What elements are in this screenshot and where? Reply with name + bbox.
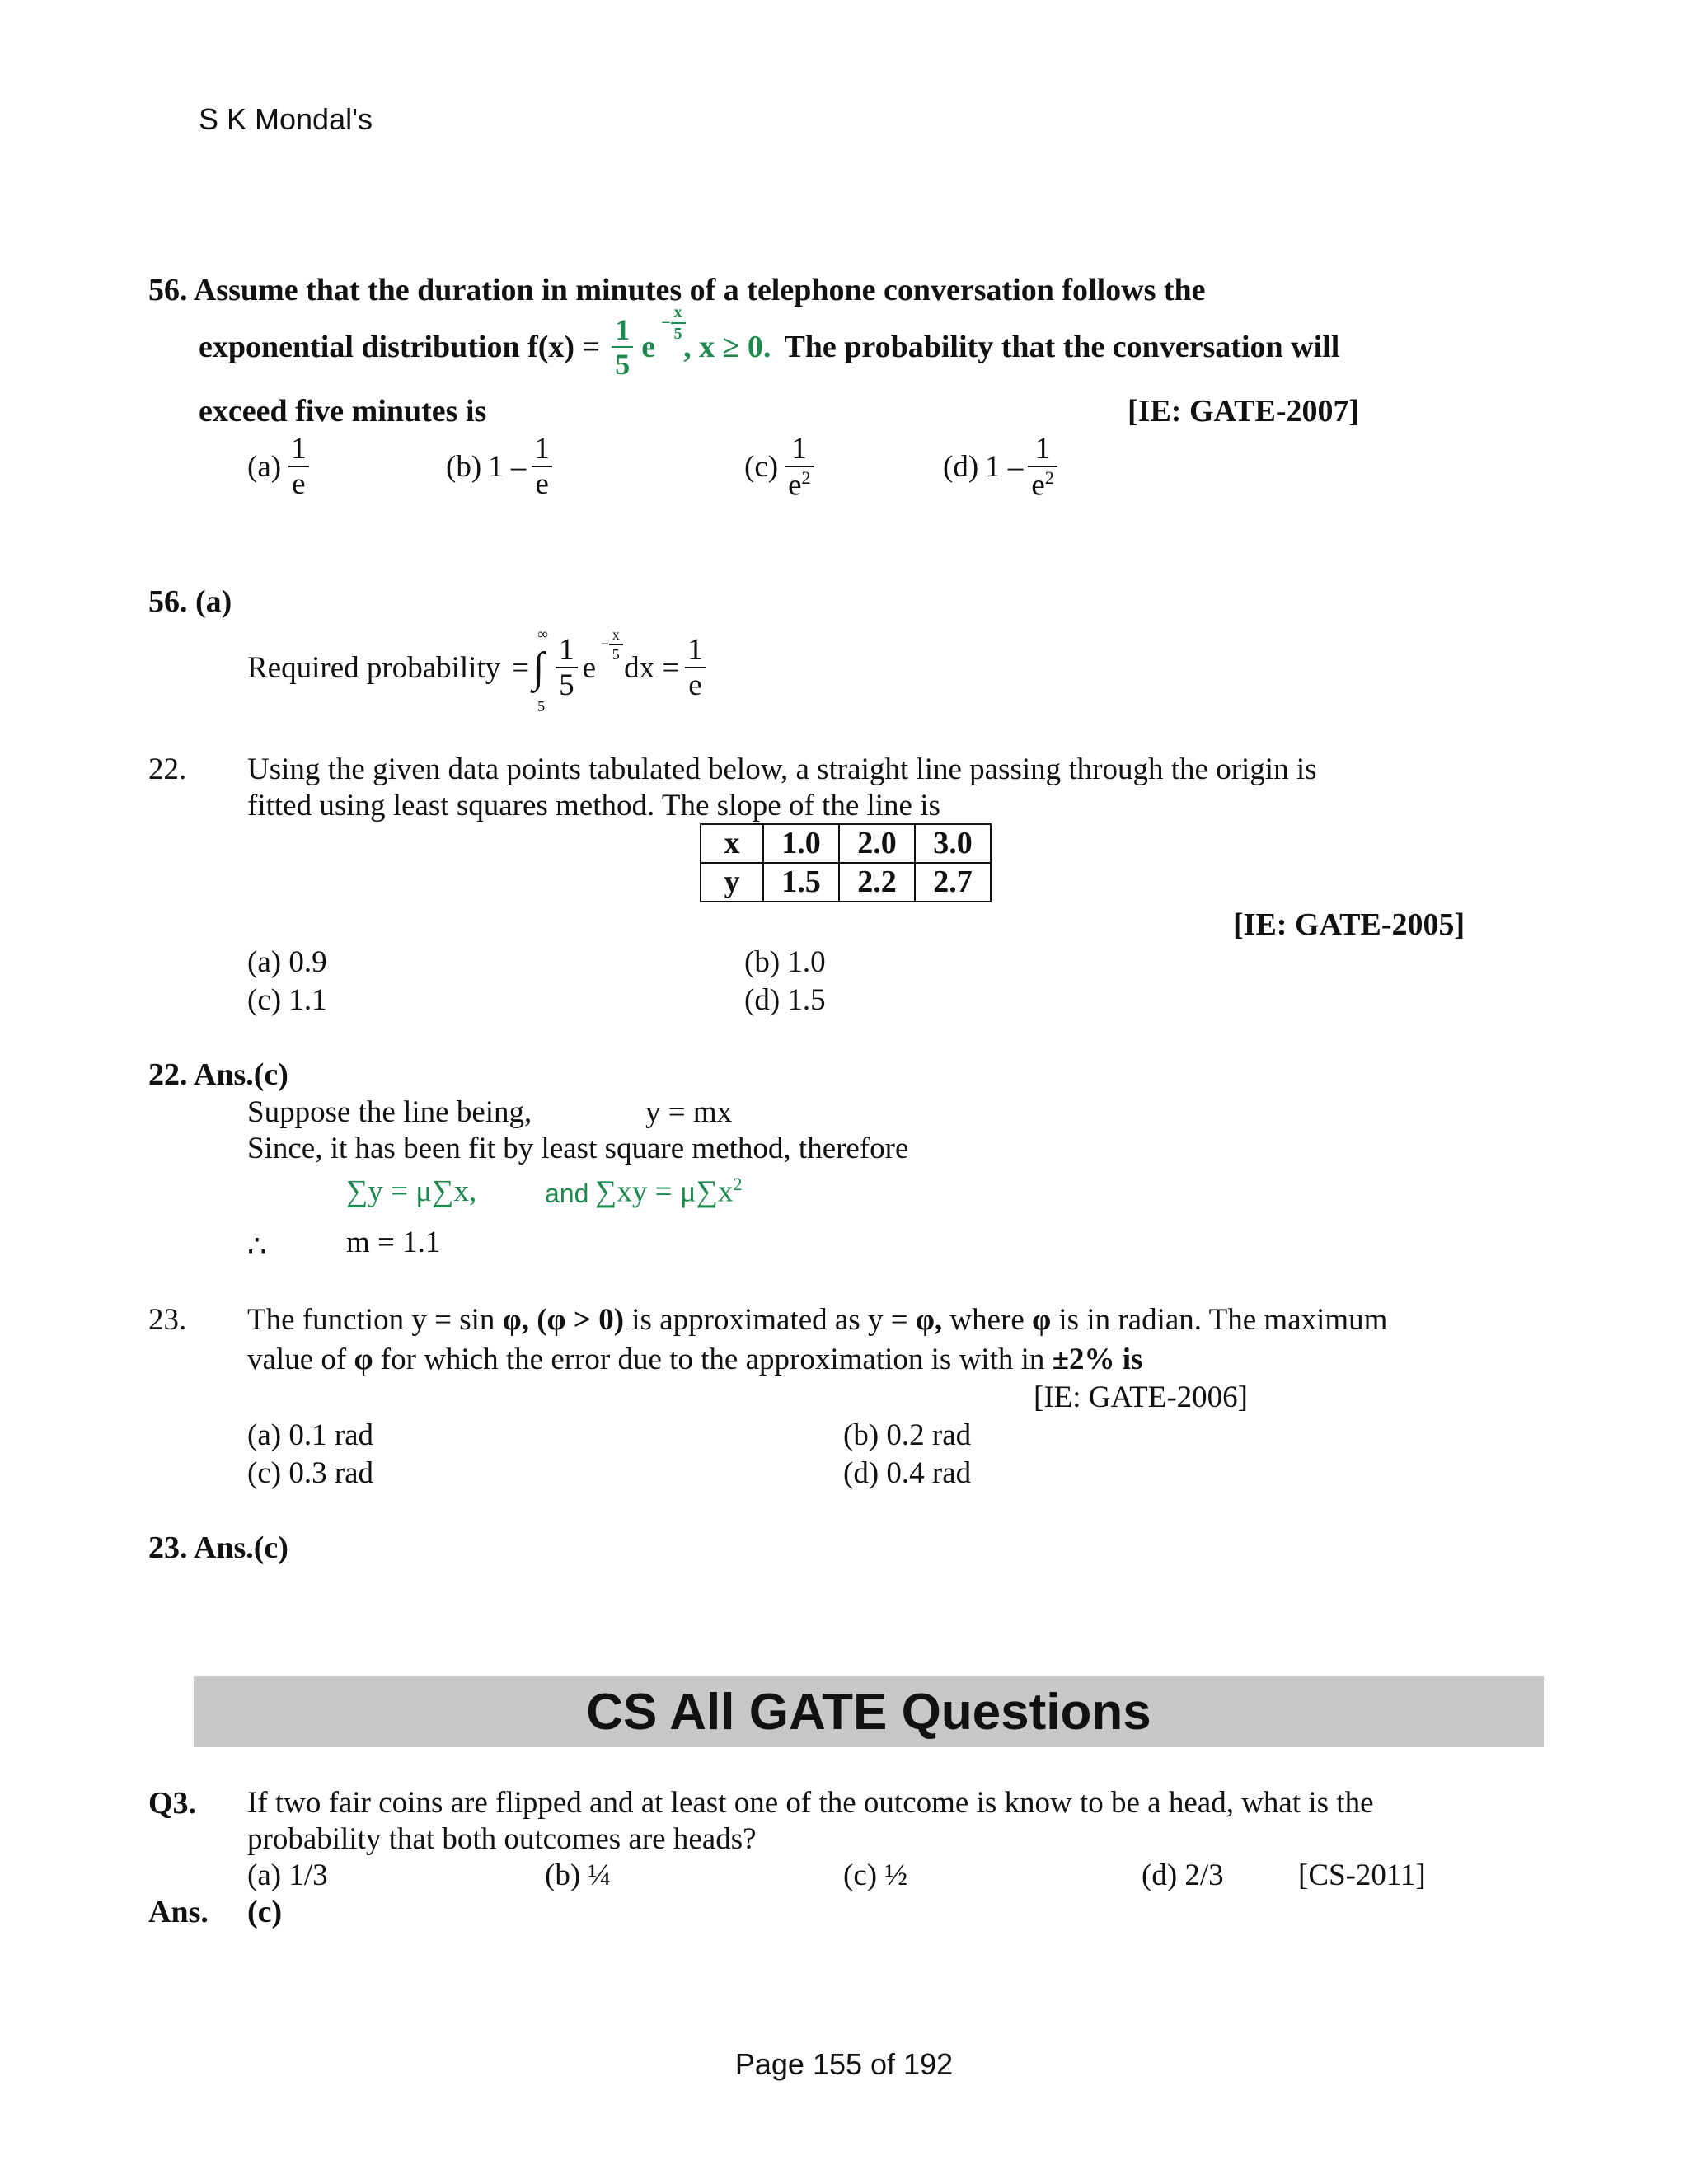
a23-label: 23. Ans.(c) bbox=[148, 1530, 288, 1565]
pdf-exponent: − $\frac{x}{5}$ bbox=[661, 304, 685, 342]
q23-line2: value of φ for which the error due to the approximation is with in ±2% is bbox=[247, 1343, 1143, 1376]
table-cell: 2.7 bbox=[915, 863, 991, 902]
q56-line2-suffix: The probability that the conversation will bbox=[784, 330, 1340, 364]
q3-line1: If two fair coins are flipped and at least one of the outcome is know to be a head, what is the bbox=[247, 1786, 1374, 1820]
q22-source: [IE: GATE-2005] bbox=[1233, 907, 1465, 942]
q23-option-a: (a) 0.1 rad bbox=[247, 1418, 374, 1452]
q3-line2: probability that both outcomes are heads? bbox=[247, 1822, 757, 1856]
pdf-coefficient: $\frac{1}{5}$ bbox=[612, 315, 633, 379]
q56-source: [IE: GATE-2007] bbox=[1128, 394, 1360, 429]
table-cell: 2.2 bbox=[839, 863, 915, 902]
normal-equation-1: ∑y = μ∑x, bbox=[346, 1174, 477, 1208]
pdf-formula bbox=[612, 303, 771, 381]
a22-line1-eq: y = mx bbox=[645, 1095, 733, 1129]
q23-line1: The function y = sin φ, (φ > 0) is approximated as y = φ, where φ is in radian. The maximum bbox=[247, 1303, 1388, 1337]
table-row bbox=[701, 824, 991, 863]
a56-equation: Required probability = ∫ ∞ 5 $\frac{1}{5}$ e − $\frac{x}{5}$ dx = $\frac{1}{e}$ bbox=[247, 626, 706, 709]
q3-option-a: (a) 1/3 bbox=[247, 1858, 328, 1892]
q22-option-d: (d) 1.5 bbox=[744, 983, 826, 1017]
q3-label: Q3. bbox=[148, 1786, 197, 1821]
a56-label: 56. (a) bbox=[148, 584, 232, 619]
q23-option-c: (c) 0.3 rad bbox=[247, 1456, 374, 1490]
running-header: S K Mondal's bbox=[199, 102, 373, 136]
table-cell: y bbox=[701, 863, 763, 902]
q56-line3: exceed five minutes is bbox=[199, 394, 487, 429]
q3-option-d: (d) 2/3 bbox=[1142, 1858, 1224, 1892]
a22-line1: Suppose the line being, bbox=[247, 1095, 532, 1129]
table-cell: 1.0 bbox=[763, 824, 839, 863]
table-row bbox=[701, 863, 991, 902]
a22-line2: Since, it has been fit by least square method, therefore bbox=[247, 1132, 909, 1165]
q23-option-d: (d) 0.4 rad bbox=[843, 1456, 972, 1490]
q56-option-a: (a) $\frac{1}{e}$ bbox=[247, 434, 310, 499]
integral-sign: ∫ ∞ 5 bbox=[532, 625, 548, 715]
section-title: CS All GATE Questions bbox=[586, 1684, 1151, 1741]
q56-option-b: (b) 1 – $\frac{1}{e}$ bbox=[446, 434, 553, 499]
q3-option-b: (b) ¼ bbox=[545, 1858, 612, 1892]
pdf-exponential: e − $\frac{x}{5}$ bbox=[641, 329, 655, 365]
q3-answer-value: (c) bbox=[247, 1895, 283, 1929]
table-cell: 1.5 bbox=[763, 863, 839, 902]
normal-equation-and: and bbox=[545, 1179, 589, 1208]
therefore-symbol: ∴ bbox=[247, 1230, 267, 1263]
q22-line2: fitted using least squares method. The slope of the line is bbox=[247, 789, 940, 823]
a22-label: 22. Ans.(c) bbox=[148, 1057, 288, 1092]
q22-option-b: (b) 1.0 bbox=[744, 945, 826, 979]
data-points-table bbox=[700, 823, 992, 902]
q56-line1: 56. Assume that the duration in minutes of a telephone conversation follows the bbox=[148, 273, 1206, 307]
a56-exponential: e − $\frac{x}{5}$ bbox=[583, 650, 596, 686]
normal-equation-2: $\sum xy = \mu\sum x^2$ bbox=[595, 1174, 743, 1209]
q3-source: [CS-2011] bbox=[1298, 1858, 1426, 1892]
q56-option-d: (d) 1 – $\frac{1}{e^2}$ bbox=[943, 434, 1057, 500]
q22-line1: Using the given data points tabulated below, a straight line passing through the origin is bbox=[247, 752, 1317, 786]
q23-number: 23. bbox=[148, 1303, 187, 1337]
q3-answer-label: Ans. bbox=[148, 1895, 209, 1929]
table-cell: 2.0 bbox=[839, 824, 915, 863]
q56-line2-prefix: exponential distribution f(x) = bbox=[199, 330, 601, 364]
page-number: Page 155 of 192 bbox=[734, 2047, 954, 2081]
table-cell: x bbox=[701, 824, 763, 863]
integral-lower: 5 bbox=[537, 697, 546, 715]
table-cell: 3.0 bbox=[915, 824, 991, 863]
q22-option-c: (c) 1.1 bbox=[247, 983, 327, 1017]
q3-option-c: (c) ½ bbox=[843, 1858, 908, 1892]
a22-result: m = 1.1 bbox=[346, 1226, 441, 1259]
pdf-condition: , x ≥ 0. bbox=[683, 330, 771, 364]
q22-number: 22. bbox=[148, 752, 187, 786]
q23-source: [IE: GATE-2006] bbox=[1034, 1380, 1248, 1414]
q56-option-c: (c) $\frac{1}{e^2}$ bbox=[744, 434, 814, 500]
q22-option-a: (a) 0.9 bbox=[247, 945, 327, 979]
q23-option-b: (b) 0.2 rad bbox=[843, 1418, 972, 1452]
integral-upper: ∞ bbox=[537, 625, 548, 642]
q56-line2 bbox=[199, 303, 1340, 381]
